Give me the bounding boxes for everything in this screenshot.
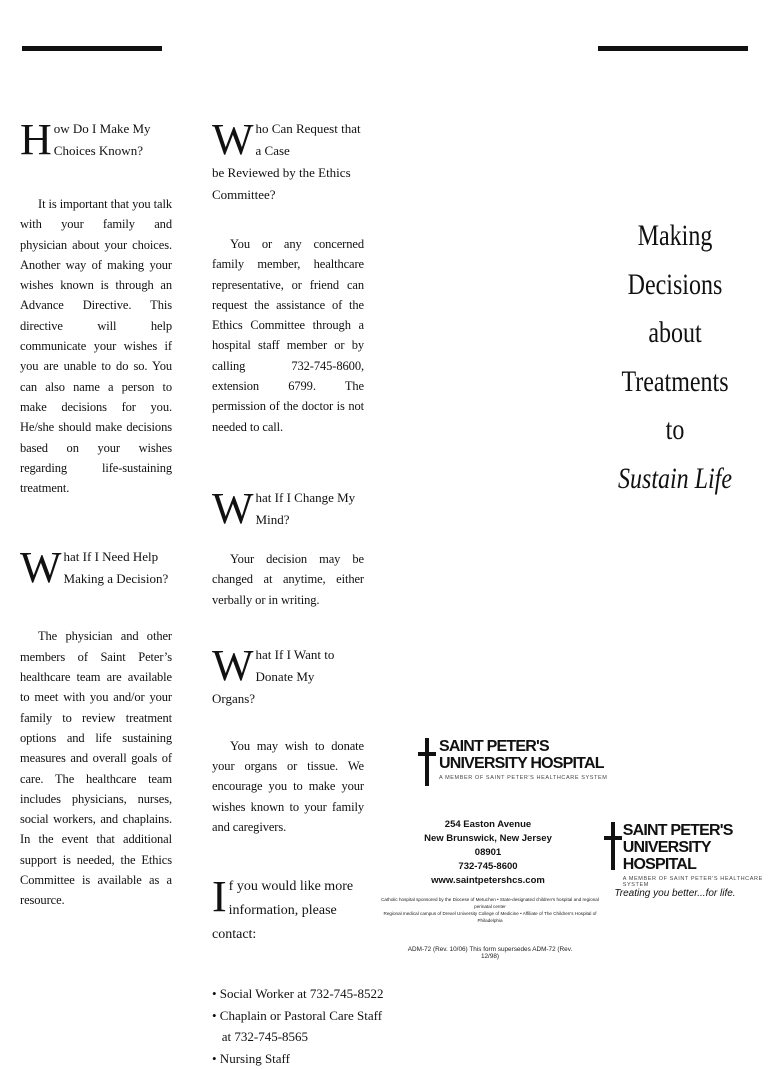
logo-line1: SAINT PETER'S	[622, 822, 733, 839]
logo-line2: UNIVERSITY HOSPITAL	[439, 755, 604, 772]
heading-donate-organs	[212, 640, 364, 710]
heading-line: information, please contact:	[212, 903, 337, 943]
column-left	[20, 115, 172, 911]
heading-line: ho Can Request that a Case	[255, 121, 361, 158]
logo-line2: UNIVERSITY HOSPITAL	[622, 839, 711, 873]
address-line2: New Brunswick, New Jersey 08901	[424, 833, 552, 858]
form-number: ADM-72 (Rev. 10/06) This form supersedes ADM-72 (Rev. 12/98)	[407, 946, 573, 960]
title-line-italic: Sustain Life	[617, 461, 732, 495]
heading-line: Making a Decision?	[63, 571, 169, 587]
heading-line: hat If I Want to Donate My	[255, 646, 335, 684]
title-line: Treatments	[621, 364, 729, 398]
list-item: • Chaplain or Pastoral Care Staff	[212, 1007, 383, 1023]
top-rule-left	[22, 46, 162, 51]
heading-who-can-request	[212, 115, 364, 206]
fine-print	[380, 896, 600, 924]
paragraph-decision-changed: Your decision may be changed at anytime, either verbally or in writing.	[212, 551, 364, 607]
cross-icon	[418, 738, 436, 786]
contact-block	[418, 818, 558, 888]
list-item: • Social Worker at 732-745-8522	[212, 986, 384, 1002]
heading-line: Organs?	[212, 690, 256, 706]
address-line1: 254 Easton Avenue	[444, 819, 532, 830]
heading-need-help	[20, 543, 172, 593]
logo-tagline: A MEMBER OF SAINT PETER'S HEALTHCARE SYSTEM	[622, 876, 763, 888]
heading-line: f you would like more	[228, 879, 354, 895]
title-line: Decisions	[627, 267, 723, 301]
contact-list	[212, 983, 384, 1069]
column-middle	[212, 115, 384, 1069]
drop-cap: W	[212, 115, 254, 164]
heading-line: Choices Known?	[53, 143, 143, 158]
hospital-logo-cover	[604, 822, 770, 888]
fine-line2: Regional medical campus of Drexel University College of Medicine • Affiliate of The Children's Hospital of Philadelphia	[383, 911, 597, 923]
list-item: • Nursing Staff	[212, 1050, 290, 1066]
paragraph-donate-organs: You may wish to donate your organs or tissue. We encourage you to make your wishes known to your family and caregivers.	[212, 738, 364, 835]
title-line: to	[665, 413, 685, 447]
top-rule-right	[598, 46, 748, 51]
heading-line: be Reviewed by the Ethics	[212, 165, 351, 180]
drop-cap: H	[20, 115, 52, 164]
paragraph-healthcare-team: The physician and other members of Saint Peter’s healthcare team are available to meet with you and/or your family to review treatment options and life sustaining measures and overall goals of care. The healthcare team includes physicians, nurses, social workers, and chaplains. In the event that additional support is needed, the Ethics Committee is available as a resource.	[20, 629, 172, 908]
phone: 732-745-8600	[458, 861, 518, 872]
paragraph-ethics-committee: You or any concerned family member, healthcare representative, or friend can request the assistance of the Ethics Committee through a hospital staff member or by calling 732-745-8600, extension 6799. The permission of the doctor is not needed to call.	[212, 237, 364, 434]
heading-more-information	[212, 872, 364, 947]
hospital-logo-back	[418, 738, 607, 786]
website: www.saintpetershcs.com	[431, 875, 545, 886]
cover-title	[615, 212, 735, 504]
logo-tagline: A MEMBER OF SAINT PETER'S HEALTHCARE SYSTEM	[439, 775, 608, 781]
drop-cap: W	[212, 640, 254, 690]
paragraph-advance-directive: It is important that you talk with your family and physician about your choices. Another way of making your wishes known is through an Advance Directive. This directive will help communicate your wishes if you are unable to do so. You can also name a person to make decisions for you. He/she should make decisions based on your wishes regarding life-sustaining treatment.	[20, 197, 172, 496]
slogan: Treating you better...for life.	[614, 888, 736, 899]
drop-cap: I	[212, 872, 227, 922]
fine-line1: Catholic hospital sponsored by the Diocese of Metuchen • State-designated children's hospital and regional perinatal center	[381, 897, 599, 909]
drop-cap: W	[212, 483, 254, 533]
title-line: about	[648, 316, 702, 350]
cross-icon	[604, 822, 620, 870]
heading-line: hat If I Change My Mind?	[255, 489, 356, 527]
title-line: Making	[637, 219, 713, 252]
logo-line1: SAINT PETER'S	[439, 738, 549, 755]
list-item: at 732-745-8565	[212, 1029, 309, 1045]
heading-line: ow Do I Make My	[53, 121, 151, 136]
heading-change-mind	[212, 483, 364, 533]
heading-line: Committee?	[212, 187, 276, 202]
drop-cap: W	[20, 543, 62, 593]
heading-line: hat If I Need Help	[63, 549, 159, 565]
heading-how-make-choices	[20, 115, 172, 164]
